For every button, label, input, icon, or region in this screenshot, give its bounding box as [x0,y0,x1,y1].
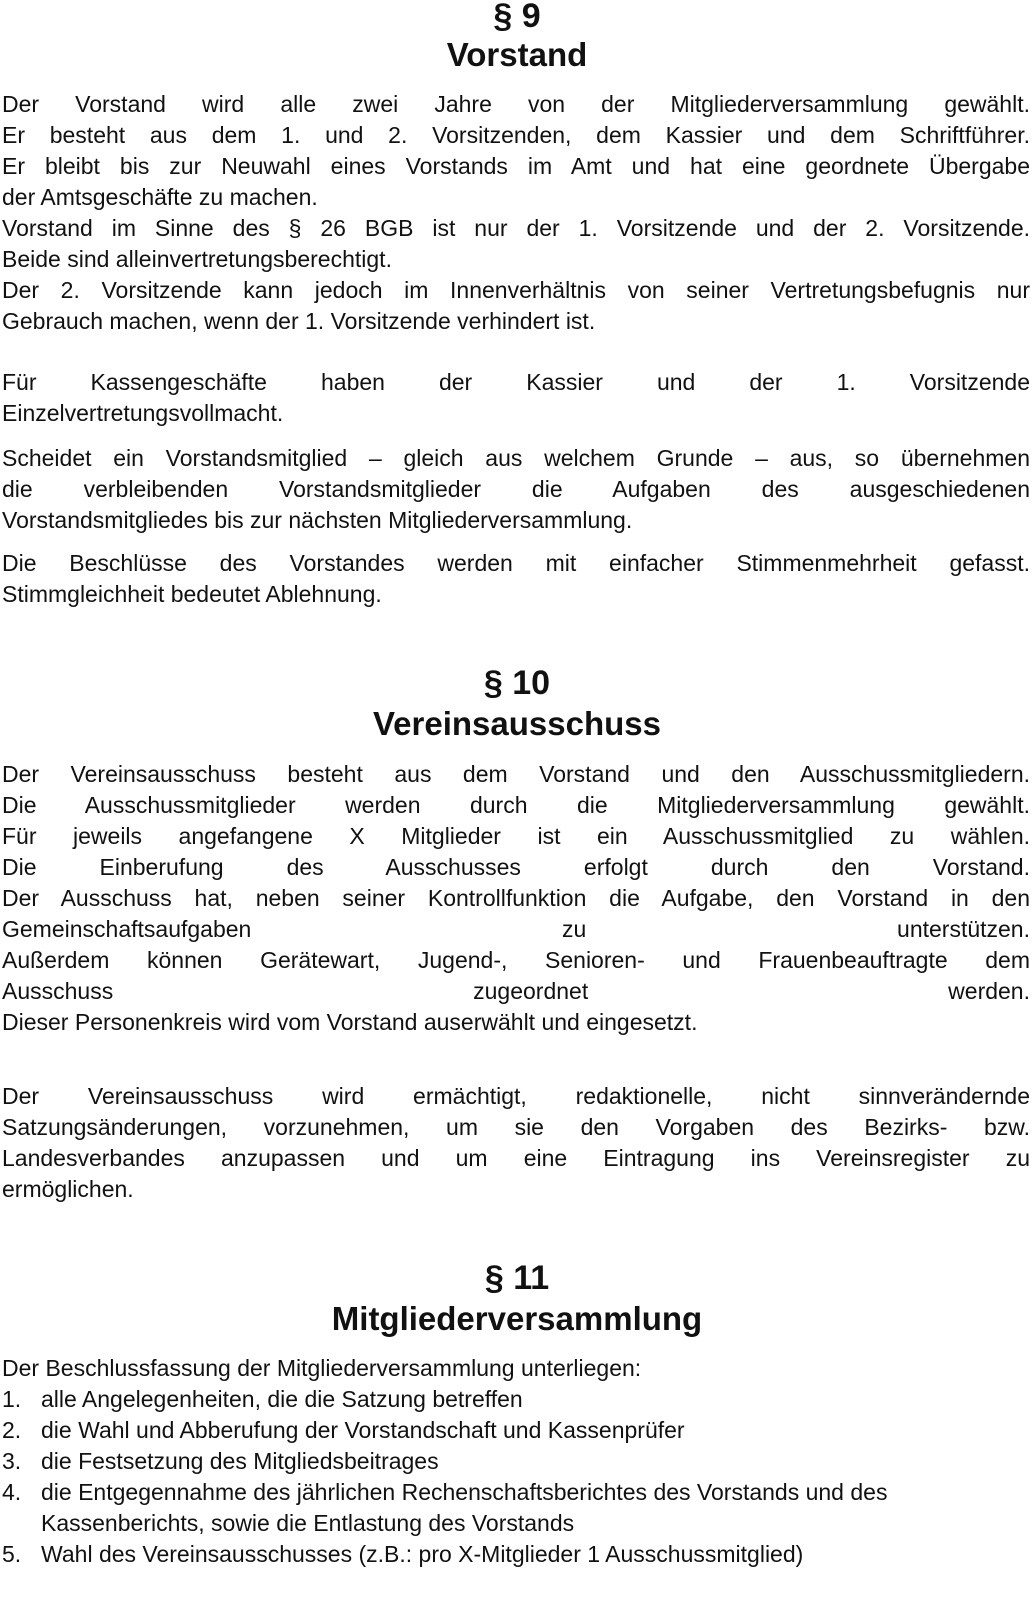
text-line: Beide sind alleinvertretungsberechtigt. [2,246,392,272]
section-number: § 10 [483,664,551,702]
section-title: Vorstand [446,36,588,73]
list-item-text: die Entgegennahme des jährlichen Rechenschaftsberichtes des Vorstands und des [41,1479,888,1505]
list-item-number: 4. [2,1479,22,1505]
text-line: Die Beschlüsse des Vorstandes werden mit einfacher Stimmenmehrheit gefasst. [2,550,1030,576]
list-item-number: 3. [2,1448,22,1474]
text-line: Der 2. Vorsitzende kann jedoch im Innenverhältnis von seiner Vertretungsbefugnis nur [2,277,1030,303]
list-item-text: alle Angelegenheiten, die die Satzung betreffen [41,1386,523,1412]
text-line: Vorstand im Sinne des § 26 BGB ist nur der 1. Vorsitzende und der 2. Vorsitzende. [2,215,1030,241]
text-line: Ausschuss zugeordnet werden. [2,978,1030,1004]
text-line: Scheidet ein Vorstandsmitglied – gleich aus welchem Grunde – aus, so übernehmen [2,445,1030,471]
text-line: Für jeweils angefangene X Mitglieder ist ein Ausschussmitglied zu wählen. [2,823,1030,849]
section-number: § 9 [493,0,541,35]
text-line: Die Ausschussmitglieder werden durch die Mitgliederversammlung gewählt. [2,792,1030,818]
text-line: Satzungsänderungen, vorzunehmen, um sie den Vorgaben des Bezirks- bzw. [2,1114,1030,1140]
text-line: Einzelvertretungsvollmacht. [2,400,284,426]
text-line: die verbleibenden Vorstandsmitglieder die Aufgaben des ausgeschiedenen [2,476,1030,502]
list-item-number: 5. [2,1541,22,1567]
list-item-text: die Festsetzung des Mitgliedsbeitrages [41,1448,439,1474]
text-line: Der Vereinsausschuss besteht aus dem Vorstand und den Ausschussmitgliedern. [2,761,1030,787]
text-line: Gebrauch machen, wenn der 1. Vorsitzende verhindert ist. [2,308,596,334]
list-item-number: 2. [2,1417,22,1443]
text-line: der Amtsgeschäfte zu machen. [2,184,318,210]
section-title: Vereinsausschuss [372,705,661,742]
list-item-text: Wahl des Vereinsausschusses (z.B.: pro X-Mitglieder 1 Ausschussmitglied) [41,1541,804,1567]
section-number: § 11 [484,1259,550,1297]
text-line: Der Vereinsausschuss wird ermächtigt, redaktionelle, nicht sinnverändernde [2,1083,1030,1109]
text-line: Er besteht aus dem 1. und 2. Vorsitzenden, dem Kassier und dem Schriftführer. [2,122,1030,148]
text-line: Er bleibt bis zur Neuwahl eines Vorstands im Amt und hat eine geordnete Übergabe [2,153,1030,179]
text-line: Vorstandsmitgliedes bis zur nächsten Mitgliederversammlung. [2,507,633,533]
text-line: Der Ausschuss hat, neben seiner Kontrollfunktion die Aufgabe, den Vorstand in den [2,885,1030,911]
text-line: Die Einberufung des Ausschusses erfolgt durch den Vorstand. [2,854,1030,880]
text-line: Außerdem können Gerätewart, Jugend-, Senioren- und Frauenbeauftragte dem [2,947,1030,973]
text-line: Stimmgleichheit bedeutet Ablehnung. [2,581,382,607]
section-title: Mitgliederversammlung [331,1300,703,1337]
list-intro: Der Beschlussfassung der Mitgliederversammlung unterliegen: [2,1355,642,1381]
list-item-number: 1. [2,1386,22,1412]
text-line: ermöglichen. [2,1176,134,1202]
text-line: Für Kassengeschäfte haben der Kassier und der 1. Vorsitzende [2,369,1030,395]
list-item-text: die Wahl und Abberufung der Vorstandschaft und Kassenprüfer [41,1417,685,1443]
text-line: Gemeinschaftsaufgaben zu unterstützen. [2,916,1030,942]
text-line: Landesverbandes anzupassen und um eine Eintragung ins Vereinsregister zu [2,1145,1030,1171]
list-item-text: Kassenberichts, sowie die Entlastung des Vorstands [41,1510,575,1536]
text-line: Dieser Personenkreis wird vom Vorstand auserwählt und eingesetzt. [2,1009,698,1035]
text-line: Der Vorstand wird alle zwei Jahre von der Mitgliederversammlung gewählt. [2,91,1030,117]
